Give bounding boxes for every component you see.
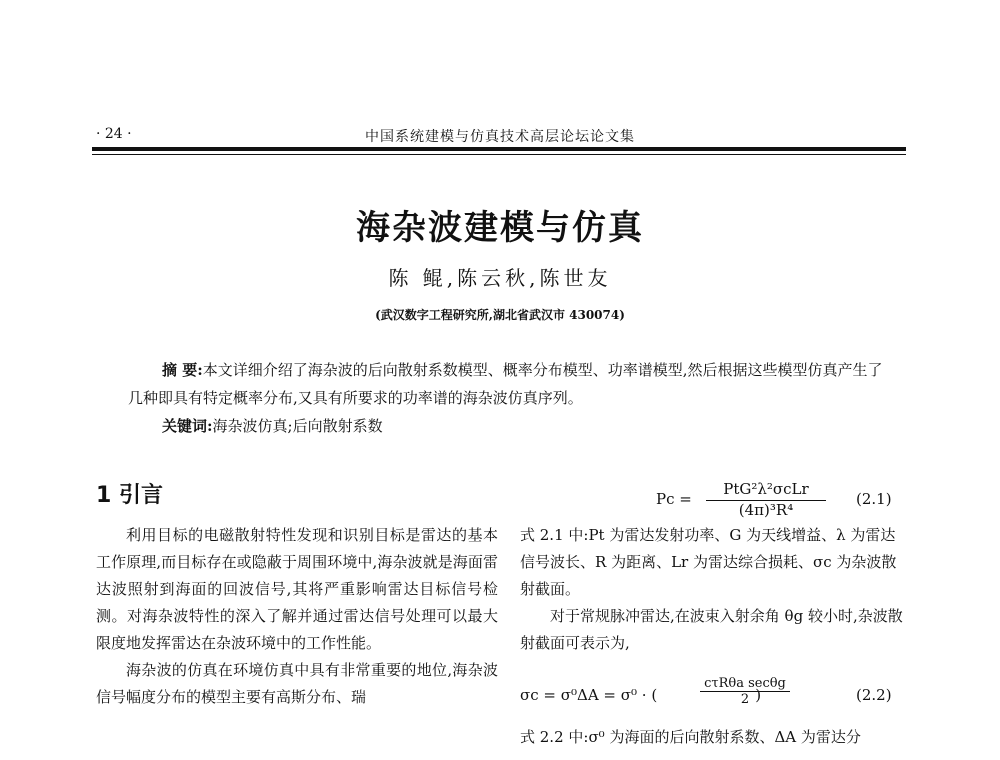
eq2-explanation: 式 2.2 中:σ⁰ 为海面的后向散射系数、ΔA 为雷达分 [520,728,861,746]
abstract-label: 摘 要: [162,361,203,379]
eq2-number: (2.2) [856,686,892,704]
header-rule-thick [92,147,906,151]
abstract-text: 本文详细介绍了海杂波的后向散射系数模型、概率分布模型、功率谱模型,然后根据这些模型仿真产生了几种即具有特定概率分布,又具有所要求的功率谱的海杂波仿真序列。 [128,361,883,407]
keywords-text: 海杂波仿真;后向散射系数 [212,417,383,435]
eq1-lhs: Pc = [656,490,692,508]
clutter-intro: 对于常规脉冲雷达,在波束入射余角 θg 较小时,杂波散射截面可表示为, [520,607,903,652]
abstract-paragraph [128,356,888,412]
left-column [96,522,498,711]
keywords-label: 关键词: [162,417,213,435]
eq1-explanation: 式 2.1 中:Pt 为雷达发射功率、G 为天线增益、λ 为雷达信号波长、R 为距离、Lr 为雷达综合损耗、σc 为杂波散射截面。 [520,526,897,598]
header-rule-thin [92,154,906,155]
intro-paragraph-2: 海杂波的仿真在环境仿真中具有非常重要的地位,海杂波信号幅度分布的模型主要有高斯分布、瑞 [96,661,498,706]
eq1-fraction [706,480,826,519]
abstract-block [128,356,888,440]
intro-paragraph-1: 利用目标的电磁散射特性发现和识别目标是雷达的基本工作原理,而目标存在或隐蔽于周围环境中,海杂波就是海面雷达波照射到海面的回波信号,其将严重影响雷达目标信号检测。对海杂波特性的深入了解并通过雷达信号处理可以最大限度地发挥雷达在杂波环境中的工作性能。 [96,526,498,652]
eq1-number: (2.1) [856,490,892,508]
page-number: · 24 · [96,126,132,142]
section-heading: 1 引言 [96,483,163,508]
eq2-numerator: cτRθa secθg [700,676,790,692]
keywords-paragraph [128,412,888,440]
paper-title: 海杂波建模与仿真 [356,208,644,248]
right-column [520,522,908,657]
eq1-denominator: (4π)³R⁴ [738,501,794,519]
paper-authors: 陈 鲲,陈云秋,陈世友 [388,266,612,290]
eq1-numerator: PtG²λ²σcLr [706,480,826,501]
paper-affiliation: (武汉数字工程研究所,湖北省武汉市 430074) [375,308,625,322]
eq2-lhs: σc = σ⁰ΔA = σ⁰ · ( ) [520,686,762,704]
running-title: 中国系统建模与仿真技术高层论坛论文集 [365,129,635,145]
eq2-fraction [700,676,790,707]
eq2-denominator: 2 [740,692,750,707]
